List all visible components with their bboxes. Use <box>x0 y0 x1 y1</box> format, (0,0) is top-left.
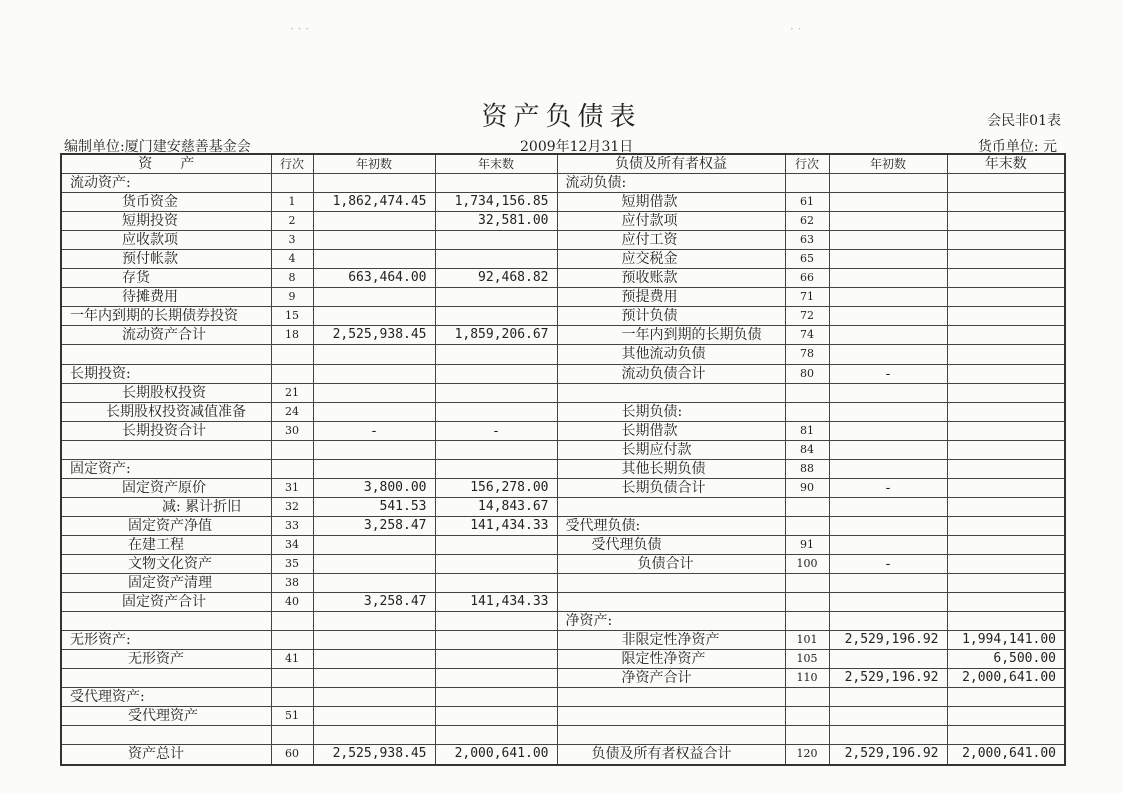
asset-end-value <box>435 364 557 383</box>
asset-begin-value: 2,525,938.45 <box>313 745 435 765</box>
liability-line-no: 74 <box>785 326 829 345</box>
asset-line-no: 34 <box>271 535 313 554</box>
asset-line-no: 15 <box>271 307 313 326</box>
liability-line-no: 61 <box>785 193 829 212</box>
header-begin: 年初数 <box>313 154 435 174</box>
table-row <box>61 497 1065 516</box>
asset-end-value <box>435 650 557 669</box>
asset-name: 固定资产: <box>61 459 271 478</box>
liability-line-no: 88 <box>785 459 829 478</box>
liability-name <box>557 726 785 745</box>
liability-end-value <box>947 212 1065 231</box>
asset-end-value <box>435 535 557 554</box>
table-row <box>61 440 1065 459</box>
table-row <box>61 669 1065 688</box>
asset-begin-value: - <box>313 421 435 440</box>
liability-name: 流动负债合计 <box>557 364 785 383</box>
asset-name: 减: 累计折旧 <box>61 497 271 516</box>
asset-begin-value <box>313 402 435 421</box>
liability-line-no <box>785 174 829 193</box>
table-row <box>61 345 1065 364</box>
asset-end-value: 92,468.82 <box>435 269 557 288</box>
table-row <box>61 364 1065 383</box>
page-title: 资产负债表 <box>481 102 642 132</box>
asset-line-no <box>271 631 313 650</box>
asset-line-no: 31 <box>271 478 313 497</box>
liability-end-value <box>947 345 1065 364</box>
asset-end-value: - <box>435 421 557 440</box>
liability-name <box>557 707 785 726</box>
asset-begin-value <box>313 459 435 478</box>
asset-line-no <box>271 364 313 383</box>
asset-name: 长期投资: <box>61 364 271 383</box>
asset-line-no: 8 <box>271 269 313 288</box>
asset-name: 在建工程 <box>61 535 271 554</box>
table-row <box>61 326 1065 345</box>
header-liability: 负债及所有者权益 <box>557 154 785 174</box>
asset-line-no <box>271 459 313 478</box>
asset-end-value <box>435 231 557 250</box>
asset-end-value: 14,843.67 <box>435 497 557 516</box>
liability-line-no: 65 <box>785 250 829 269</box>
liability-name: 预计负债 <box>557 307 785 326</box>
asset-name: 长期股权投资减值准备 <box>61 402 271 421</box>
table-row <box>61 726 1065 745</box>
liability-line-no: 120 <box>785 745 829 765</box>
liability-name: 预提费用 <box>557 288 785 307</box>
asset-end-value <box>435 174 557 193</box>
liability-begin-value: - <box>829 478 947 497</box>
asset-line-no: 33 <box>271 516 313 535</box>
asset-name: 固定资产合计 <box>61 593 271 612</box>
asset-line-no <box>271 174 313 193</box>
asset-end-value <box>435 726 557 745</box>
liability-name: 预收账款 <box>557 269 785 288</box>
asset-line-no: 21 <box>271 383 313 402</box>
asset-end-value: 141,434.33 <box>435 516 557 535</box>
liability-end-value <box>947 326 1065 345</box>
asset-name: 流动资产: <box>61 174 271 193</box>
asset-end-value: 156,278.00 <box>435 478 557 497</box>
asset-line-no: 2 <box>271 212 313 231</box>
asset-begin-value <box>313 307 435 326</box>
liability-line-no <box>785 688 829 707</box>
asset-end-value <box>435 669 557 688</box>
table-row <box>61 554 1065 573</box>
asset-line-no: 41 <box>271 650 313 669</box>
asset-name: 长期股权投资 <box>61 383 271 402</box>
report-date: 2009年12月31日 <box>520 139 634 155</box>
liability-line-no: 72 <box>785 307 829 326</box>
liability-begin-value <box>829 612 947 631</box>
liability-end-value <box>947 174 1065 193</box>
liability-name <box>557 574 785 593</box>
liability-begin-value <box>829 726 947 745</box>
asset-begin-value: 3,800.00 <box>313 478 435 497</box>
liability-name: 一年内到期的长期负债 <box>557 326 785 345</box>
liability-end-value <box>947 231 1065 250</box>
asset-begin-value <box>313 174 435 193</box>
liability-name: 短期借款 <box>557 193 785 212</box>
asset-end-value: 2,000,641.00 <box>435 745 557 765</box>
liability-begin-value <box>829 574 947 593</box>
asset-line-no: 32 <box>271 497 313 516</box>
table-row <box>61 288 1065 307</box>
asset-name <box>61 440 271 459</box>
currency-unit: 货币单位: 元 <box>977 139 1057 155</box>
asset-end-value <box>435 383 557 402</box>
liability-end-value <box>947 383 1065 402</box>
liability-line-no: 101 <box>785 631 829 650</box>
liability-line-no <box>785 497 829 516</box>
asset-line-no <box>271 612 313 631</box>
liability-line-no: 80 <box>785 364 829 383</box>
liability-begin-value <box>829 516 947 535</box>
liability-line-no: 110 <box>785 669 829 688</box>
liability-line-no: 62 <box>785 212 829 231</box>
table-row <box>61 707 1065 726</box>
table-row <box>61 612 1065 631</box>
liability-name <box>557 383 785 402</box>
liability-name: 限定性净资产 <box>557 650 785 669</box>
liability-end-value <box>947 688 1065 707</box>
table-row <box>61 631 1065 650</box>
liability-begin-value <box>829 440 947 459</box>
asset-begin-value <box>313 612 435 631</box>
asset-line-no: 35 <box>271 554 313 573</box>
liability-line-no <box>785 383 829 402</box>
asset-line-no <box>271 440 313 459</box>
liability-name: 应交税金 <box>557 250 785 269</box>
liability-name: 应付款项 <box>557 212 785 231</box>
asset-name: 流动资产合计 <box>61 326 271 345</box>
asset-name: 无形资产 <box>61 650 271 669</box>
liability-begin-value <box>829 497 947 516</box>
table-row <box>61 516 1065 535</box>
liability-begin-value <box>829 231 947 250</box>
asset-end-value <box>435 345 557 364</box>
asset-line-no: 24 <box>271 402 313 421</box>
asset-begin-value: 1,862,474.45 <box>313 193 435 212</box>
liability-begin-value <box>829 307 947 326</box>
liability-line-no: 63 <box>785 231 829 250</box>
liability-end-value <box>947 497 1065 516</box>
asset-line-no: 9 <box>271 288 313 307</box>
asset-name: 固定资产清理 <box>61 574 271 593</box>
liability-line-no <box>785 726 829 745</box>
table-row <box>61 535 1065 554</box>
asset-name: 受代理资产 <box>61 707 271 726</box>
liability-end-value <box>947 554 1065 573</box>
liability-end-value: 6,500.00 <box>947 650 1065 669</box>
asset-name <box>61 726 271 745</box>
asset-end-value <box>435 288 557 307</box>
table-row <box>61 745 1065 765</box>
liability-end-value <box>947 440 1065 459</box>
liability-line-no: 84 <box>785 440 829 459</box>
asset-name: 受代理资产: <box>61 688 271 707</box>
asset-name <box>61 345 271 364</box>
liability-end-value <box>947 707 1065 726</box>
liability-name <box>557 497 785 516</box>
asset-end-value <box>435 631 557 650</box>
asset-begin-value: 3,258.47 <box>313 516 435 535</box>
liability-begin-value <box>829 459 947 478</box>
table-row <box>61 193 1065 212</box>
asset-line-no: 3 <box>271 231 313 250</box>
asset-end-value <box>435 307 557 326</box>
liability-begin-value <box>829 535 947 554</box>
liability-begin-value <box>829 593 947 612</box>
asset-name: 预付帐款 <box>61 250 271 269</box>
asset-end-value: 1,734,156.85 <box>435 193 557 212</box>
liability-end-value <box>947 593 1065 612</box>
asset-line-no <box>271 726 313 745</box>
asset-end-value <box>435 612 557 631</box>
liability-begin-value <box>829 250 947 269</box>
asset-begin-value <box>313 250 435 269</box>
liability-end-value: 1,994,141.00 <box>947 631 1065 650</box>
liability-line-no <box>785 574 829 593</box>
liability-begin-value <box>829 345 947 364</box>
table-row <box>61 593 1065 612</box>
liability-line-no <box>785 593 829 612</box>
organization-unit: 编制单位:厦门建安慈善基金会 <box>64 139 251 155</box>
form-code: 会民非01表 <box>987 113 1061 129</box>
liability-name: 净资产合计 <box>557 669 785 688</box>
liability-begin-value: 2,529,196.92 <box>829 669 947 688</box>
asset-begin-value <box>313 535 435 554</box>
asset-begin-value: 2,525,938.45 <box>313 326 435 345</box>
liability-end-value <box>947 726 1065 745</box>
faint-mark-left: · · · <box>290 22 310 36</box>
liability-begin-value: 2,529,196.92 <box>829 745 947 765</box>
asset-end-value <box>435 250 557 269</box>
liability-begin-value <box>829 421 947 440</box>
liability-end-value <box>947 574 1065 593</box>
asset-line-no: 18 <box>271 326 313 345</box>
asset-line-no: 51 <box>271 707 313 726</box>
asset-end-value <box>435 688 557 707</box>
table-row <box>61 174 1065 193</box>
liability-name: 流动负债: <box>557 174 785 193</box>
asset-name <box>61 669 271 688</box>
asset-begin-value <box>313 574 435 593</box>
asset-end-value <box>435 440 557 459</box>
liability-line-no <box>785 707 829 726</box>
asset-name: 固定资产原价 <box>61 478 271 497</box>
liability-begin-value <box>829 707 947 726</box>
table-row <box>61 212 1065 231</box>
asset-name: 一年内到期的长期债券投资 <box>61 307 271 326</box>
liability-end-value <box>947 250 1065 269</box>
liability-begin-value <box>829 383 947 402</box>
asset-name: 货币资金 <box>61 193 271 212</box>
asset-end-value: 141,434.33 <box>435 593 557 612</box>
liability-end-value <box>947 478 1065 497</box>
asset-name: 固定资产净值 <box>61 516 271 535</box>
asset-name: 无形资产: <box>61 631 271 650</box>
liability-name: 长期借款 <box>557 421 785 440</box>
liability-end-value <box>947 307 1065 326</box>
balance-sheet-table <box>60 153 1066 766</box>
liability-line-no: 81 <box>785 421 829 440</box>
asset-name <box>61 612 271 631</box>
asset-end-value: 1,859,206.67 <box>435 326 557 345</box>
liability-line-no: 71 <box>785 288 829 307</box>
asset-begin-value <box>313 364 435 383</box>
asset-begin-value <box>313 726 435 745</box>
asset-line-no: 4 <box>271 250 313 269</box>
table-row <box>61 478 1065 497</box>
asset-name: 文物文化资产 <box>61 554 271 573</box>
liability-end-value <box>947 193 1065 212</box>
asset-begin-value <box>313 212 435 231</box>
asset-end-value <box>435 554 557 573</box>
liability-begin-value <box>829 212 947 231</box>
asset-line-no: 40 <box>271 593 313 612</box>
liability-end-value <box>947 269 1065 288</box>
liability-name: 净资产: <box>557 612 785 631</box>
table-row <box>61 307 1065 326</box>
table-row <box>61 402 1065 421</box>
asset-name: 存货 <box>61 269 271 288</box>
liability-begin-value <box>829 402 947 421</box>
header-end-2: 年末数 <box>947 154 1065 174</box>
asset-name: 短期投资 <box>61 212 271 231</box>
header-row <box>61 154 1065 174</box>
asset-begin-value <box>313 669 435 688</box>
liability-line-no: 66 <box>785 269 829 288</box>
header-begin-2: 年初数 <box>829 154 947 174</box>
liability-name: 长期应付款 <box>557 440 785 459</box>
liability-line-no <box>785 612 829 631</box>
asset-line-no <box>271 688 313 707</box>
liability-line-no: 91 <box>785 535 829 554</box>
liability-end-value <box>947 459 1065 478</box>
liability-begin-value <box>829 174 947 193</box>
asset-begin-value: 541.53 <box>313 497 435 516</box>
asset-line-no <box>271 669 313 688</box>
liability-name <box>557 593 785 612</box>
liability-name: 其他长期负债 <box>557 459 785 478</box>
asset-begin-value: 3,258.47 <box>313 593 435 612</box>
asset-begin-value: 663,464.00 <box>313 269 435 288</box>
asset-name: 资产总计 <box>61 745 271 765</box>
liability-end-value <box>947 612 1065 631</box>
liability-name: 受代理负债: <box>557 516 785 535</box>
table-row <box>61 231 1065 250</box>
asset-begin-value <box>313 688 435 707</box>
asset-begin-value <box>313 288 435 307</box>
liability-begin-value <box>829 688 947 707</box>
asset-line-no: 38 <box>271 574 313 593</box>
liability-begin-value: 2,529,196.92 <box>829 631 947 650</box>
asset-end-value <box>435 402 557 421</box>
liability-name: 非限定性净资产 <box>557 631 785 650</box>
asset-line-no: 60 <box>271 745 313 765</box>
table-row <box>61 383 1065 402</box>
asset-begin-value <box>313 650 435 669</box>
asset-end-value <box>435 459 557 478</box>
header-end: 年末数 <box>435 154 557 174</box>
liability-begin-value <box>829 193 947 212</box>
table-row <box>61 250 1065 269</box>
asset-begin-value <box>313 383 435 402</box>
asset-end-value: 32,581.00 <box>435 212 557 231</box>
table-row <box>61 269 1065 288</box>
liability-end-value <box>947 402 1065 421</box>
asset-end-value <box>435 574 557 593</box>
liability-end-value <box>947 535 1065 554</box>
asset-begin-value <box>313 631 435 650</box>
liability-begin-value: - <box>829 554 947 573</box>
table-row <box>61 459 1065 478</box>
liability-line-no: 105 <box>785 650 829 669</box>
asset-begin-value <box>313 345 435 364</box>
liability-name: 负债及所有者权益合计 <box>557 745 785 765</box>
faint-mark-right: · · <box>790 22 802 36</box>
liability-line-no: 90 <box>785 478 829 497</box>
header-line-2: 行次 <box>785 154 829 174</box>
liability-begin-value <box>829 326 947 345</box>
liability-name: 负债合计 <box>557 554 785 573</box>
asset-line-no <box>271 345 313 364</box>
asset-begin-value <box>313 707 435 726</box>
liability-end-value <box>947 288 1065 307</box>
liability-begin-value <box>829 650 947 669</box>
liability-name: 长期负债: <box>557 402 785 421</box>
table-row <box>61 650 1065 669</box>
asset-end-value <box>435 707 557 726</box>
asset-line-no: 30 <box>271 421 313 440</box>
liability-begin-value <box>829 288 947 307</box>
header-line: 行次 <box>271 154 313 174</box>
liability-name: 其他流动负债 <box>557 345 785 364</box>
liability-name: 应付工资 <box>557 231 785 250</box>
liability-end-value <box>947 516 1065 535</box>
liability-name: 长期负债合计 <box>557 478 785 497</box>
liability-end-value <box>947 421 1065 440</box>
table-row <box>61 421 1065 440</box>
liability-line-no: 78 <box>785 345 829 364</box>
liability-line-no <box>785 516 829 535</box>
liability-name: 受代理负债 <box>557 535 785 554</box>
liability-begin-value <box>829 269 947 288</box>
liability-begin-value: - <box>829 364 947 383</box>
liability-end-value: 2,000,641.00 <box>947 669 1065 688</box>
asset-name: 应收款项 <box>61 231 271 250</box>
asset-begin-value <box>313 231 435 250</box>
table-row <box>61 688 1065 707</box>
liability-end-value <box>947 364 1065 383</box>
liability-line-no: 100 <box>785 554 829 573</box>
liability-line-no <box>785 402 829 421</box>
asset-line-no: 1 <box>271 193 313 212</box>
header-asset: 资 产 <box>61 154 271 174</box>
asset-name: 长期投资合计 <box>61 421 271 440</box>
table-row <box>61 574 1065 593</box>
liability-name <box>557 688 785 707</box>
asset-name: 待摊费用 <box>61 288 271 307</box>
asset-begin-value <box>313 440 435 459</box>
liability-end-value: 2,000,641.00 <box>947 745 1065 765</box>
asset-begin-value <box>313 554 435 573</box>
